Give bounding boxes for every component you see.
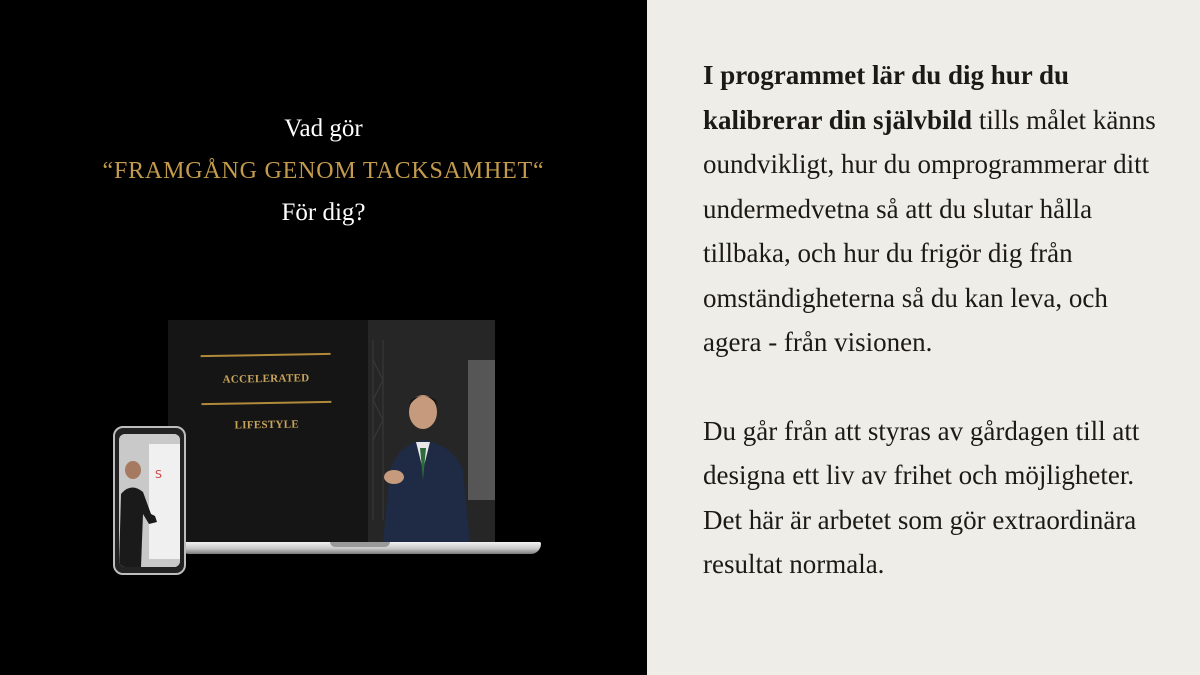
svg-text:S: S [155,468,162,481]
paragraph-1-rest: tills målet känns oundvikligt, hur du omprogrammerar ditt undermedvetna så att du slutar hålla tillbaka, och hur du frigör dig från omständigheterna så du kan leva, och agera - från visionen. [703,104,1156,357]
laptop-screen [168,320,495,543]
paragraph-2: Du går från att styras av gårdagen till att designa ett liv av frihet och möjligheter. Det här är arbetet som gör extraordinära resultat normala. [703,415,1140,579]
headline-line-3: För dig? [281,199,366,226]
program-description [703,53,1173,587]
headline [0,108,647,234]
phone-mockup [113,426,186,575]
screen-sign: ACCELERATED LIFESTYLE [201,353,332,405]
laptop-notch [330,542,390,547]
laptop-mockup [168,320,495,543]
headline-line-1: Vad gör [284,115,363,142]
paragraph-1-bold: I programmet lär du dig hur du kalibrerar din självbild [703,60,1070,135]
paragraph-1 [703,53,1173,365]
headline-program-title: “FRAMGÅNG GENOM TACKSAMHET“ [102,158,545,184]
whiteboard-scene-image [119,434,180,567]
stage-scene-image [168,320,495,543]
phone-screen [119,434,180,567]
